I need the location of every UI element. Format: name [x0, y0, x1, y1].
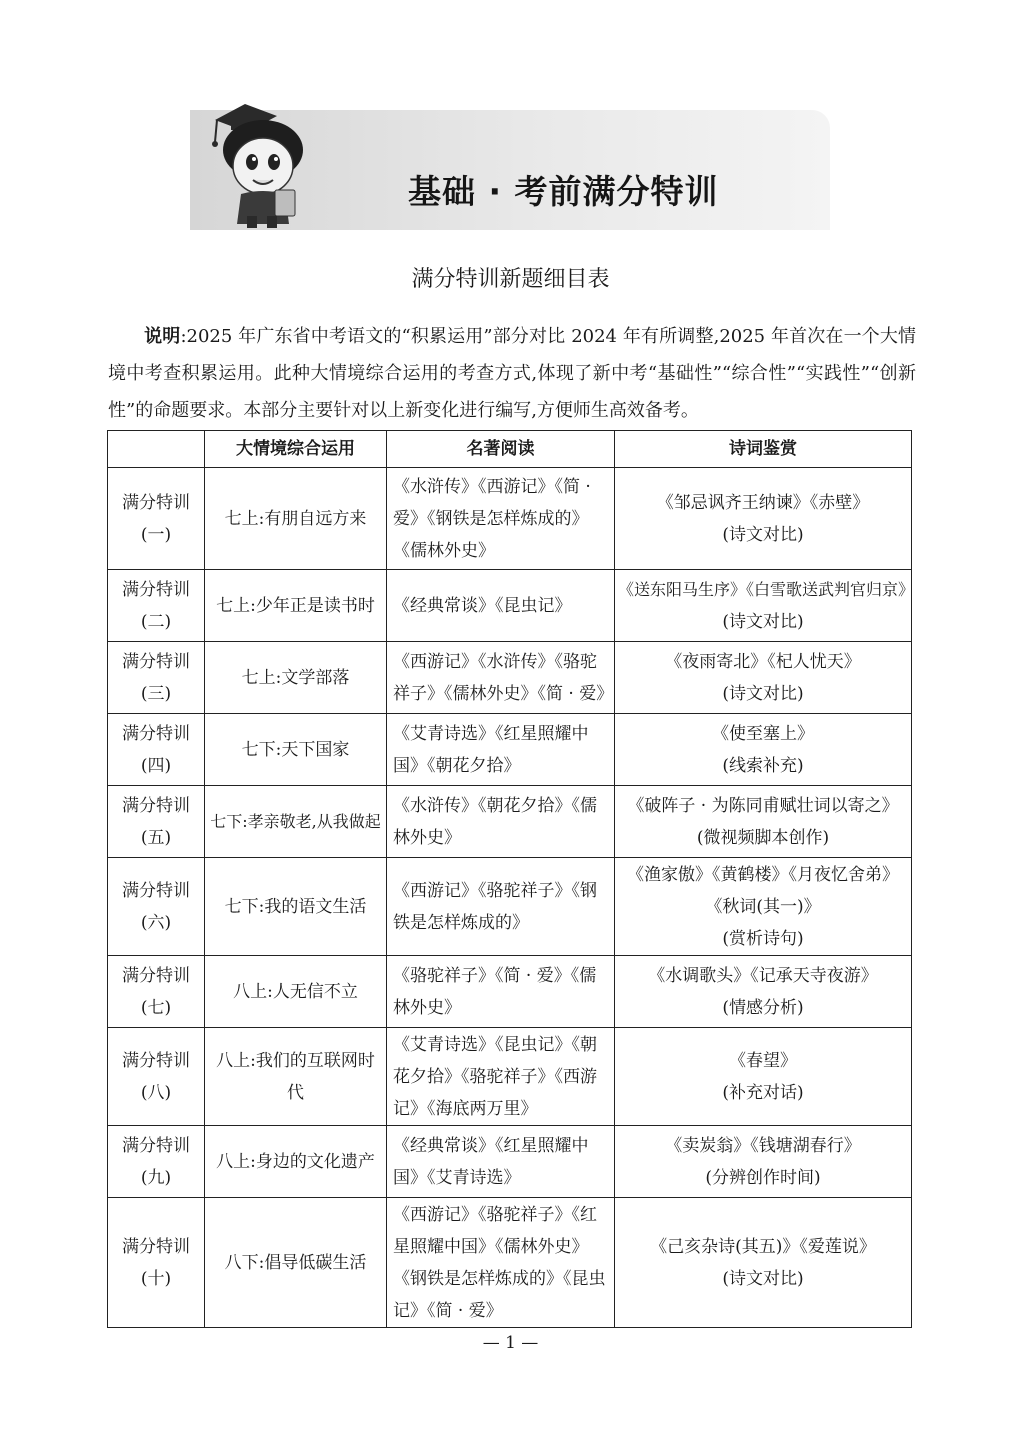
works-cell: 《骆驼祥子》《简 · 爱》《儒林外史》 [387, 956, 615, 1028]
poem-titles: 《破阵子 · 为陈同甫赋壮词以寄之》 [627, 795, 899, 816]
row-label-cell [108, 1126, 205, 1198]
table-row [108, 570, 912, 642]
row-label: 满分特训 [122, 492, 190, 513]
poems-cell [615, 858, 912, 956]
page-number: — 1 — [482, 1333, 539, 1353]
student-mascot-icon [205, 98, 320, 228]
table-row [108, 1028, 912, 1126]
theme-cell: 七上:少年正是读书时 [205, 570, 387, 642]
row-label: 满分特训 [122, 1135, 190, 1156]
header-cell-poems: 诗词鉴赏 [615, 431, 912, 468]
table-row [108, 1126, 912, 1198]
header-cell-theme: 大情境综合运用 [205, 431, 387, 468]
poem-task-note: (补充对话) [722, 1082, 804, 1103]
poem-titles: 《送东阳马生序》《白雪歌送武判官归京》 [618, 579, 915, 599]
row-label: 满分特训 [122, 965, 190, 986]
row-label-cell [108, 1028, 205, 1126]
poems-cell [615, 1126, 912, 1198]
theme-cell: 七上:文学部落 [205, 642, 387, 714]
row-number: (六) [140, 912, 172, 933]
theme-cell: 七下:我的语文生活 [205, 858, 387, 956]
works-cell: 《艾青诗选》《红星照耀中国》《朝花夕拾》 [387, 714, 615, 786]
row-label-cell [108, 956, 205, 1028]
row-number: (九) [140, 1167, 172, 1188]
row-number: (二) [140, 611, 172, 632]
table-row [108, 642, 912, 714]
page-title: 满分特训新题细目表 [411, 267, 610, 292]
poem-task-note: (赏析诗句) [722, 928, 804, 949]
poem-task-note: (诗文对比) [722, 611, 804, 632]
row-label: 满分特训 [122, 1050, 190, 1071]
row-label: 满分特训 [122, 880, 190, 901]
row-number: (五) [140, 827, 172, 848]
table-row [108, 714, 912, 786]
theme-cell: 七上:有朋自远方来 [205, 468, 387, 570]
theme-cell: 八下:倡导低碳生活 [205, 1198, 387, 1328]
works-cell: 《经典常谈》《红星照耀中国》《艾青诗选》 [387, 1126, 615, 1198]
intro-paragraph [108, 318, 916, 429]
table-row [108, 956, 912, 1028]
row-label: 满分特训 [122, 651, 190, 672]
poem-task-note: (诗文对比) [722, 683, 804, 704]
poem-task-note: (诗文对比) [722, 524, 804, 545]
works-cell: 《经典常谈》《昆虫记》 [387, 570, 615, 642]
row-label: 满分特训 [122, 579, 190, 600]
works-cell: 《水浒传》《朝花夕拾》《儒林外史》 [387, 786, 615, 858]
row-label: 满分特训 [122, 723, 190, 744]
row-label: 满分特训 [122, 1236, 190, 1257]
row-number: (四) [140, 755, 172, 776]
poems-cell [615, 1198, 912, 1328]
banner-title: 基础 · 考前满分特训 [408, 172, 719, 211]
row-label: 满分特训 [122, 795, 190, 816]
theme-cell: 七下:天下国家 [205, 714, 387, 786]
topic-table [107, 430, 915, 1328]
works-cell: 《艾青诗选》《昆虫记》《朝花夕拾》《骆驼祥子》《西游记》《海底两万里》 [387, 1028, 615, 1126]
table-row [108, 1198, 912, 1328]
works-cell: 《西游记》《水浒传》《骆驼祥子》《儒林外史》《简 · 爱》 [387, 642, 615, 714]
row-label-cell [108, 786, 205, 858]
theme-cell: 七下:孝亲敬老,从我做起 [205, 786, 387, 858]
poem-titles: 《春望》 [729, 1050, 797, 1071]
row-label-cell [108, 858, 205, 956]
poem-task-note: (诗文对比) [722, 1268, 804, 1289]
table-row [108, 468, 912, 570]
table-row [108, 858, 912, 956]
theme-cell: 八上:身边的文化遗产 [205, 1126, 387, 1198]
poem-task-note: (分辨创作时间) [705, 1167, 821, 1188]
row-label-cell [108, 570, 205, 642]
works-cell: 《水浒传》《西游记》《简 · 爱》《钢铁是怎样炼成的》《儒林外史》 [387, 468, 615, 570]
theme-cell: 八上:我们的互联网时代 [205, 1028, 387, 1126]
intro-text: :2025 年广东省中考语文的“积累运用”部分对比 2024 年有所调整,2025 年首次在一个大情境中考查积累运用。此种大情境综合运用的考查方式,体现了新中考“基础性”“综合性”“实践性”“创新性”的命题要求。本部分主要针对以上新变化进行编写,方便师生高效备考。 [108, 326, 917, 421]
poem-task-note: (线索补充) [722, 755, 804, 776]
row-number: (一) [140, 524, 172, 545]
row-number: (十) [140, 1268, 172, 1289]
row-label-cell [108, 468, 205, 570]
poem-titles: 《卖炭翁》《钱塘湖春行》 [665, 1135, 861, 1156]
row-number: (三) [140, 683, 172, 704]
poem-task-note: (情感分析) [722, 997, 804, 1018]
poem-titles: 《邹忌讽齐王纳谏》《赤壁》 [656, 492, 870, 513]
row-label-cell [108, 714, 205, 786]
poems-cell [615, 468, 912, 570]
header-cell-blank [108, 431, 205, 468]
poems-cell [615, 786, 912, 858]
theme-cell: 八上:人无信不立 [205, 956, 387, 1028]
poems-cell [615, 1028, 912, 1126]
poems-cell [615, 570, 915, 642]
row-label-cell [108, 642, 205, 714]
intro-label: 说明 [144, 326, 181, 347]
poems-cell [615, 642, 912, 714]
row-number: (七) [140, 997, 172, 1018]
poem-titles: 《水调歌头》《记承天寺夜游》 [648, 965, 878, 986]
table-header-row [108, 431, 912, 468]
poem-titles: 《己亥杂诗(其五)》《爱莲说》 [650, 1236, 876, 1257]
poems-cell [615, 956, 912, 1028]
row-label-cell [108, 1198, 205, 1328]
header-cell-works: 名著阅读 [387, 431, 615, 468]
works-cell: 《西游记》《骆驼祥子》《钢铁是怎样炼成的》 [387, 858, 615, 956]
poem-titles: 《使至塞上》 [712, 723, 814, 744]
poem-titles: 《渔家傲》《黄鹤楼》《月夜忆舍弟》《秋词(其一)》 [627, 864, 899, 917]
row-number: (八) [140, 1082, 172, 1103]
works-cell: 《西游记》《骆驼祥子》《红星照耀中国》《儒林外史》《钢铁是怎样炼成的》《昆虫记》《简 · 爱》 [387, 1198, 615, 1328]
poems-cell [615, 714, 912, 786]
table-row [108, 786, 912, 858]
poem-titles: 《夜雨寄北》《杞人忧天》 [665, 651, 861, 672]
poem-task-note: (微视频脚本创作) [696, 827, 830, 848]
